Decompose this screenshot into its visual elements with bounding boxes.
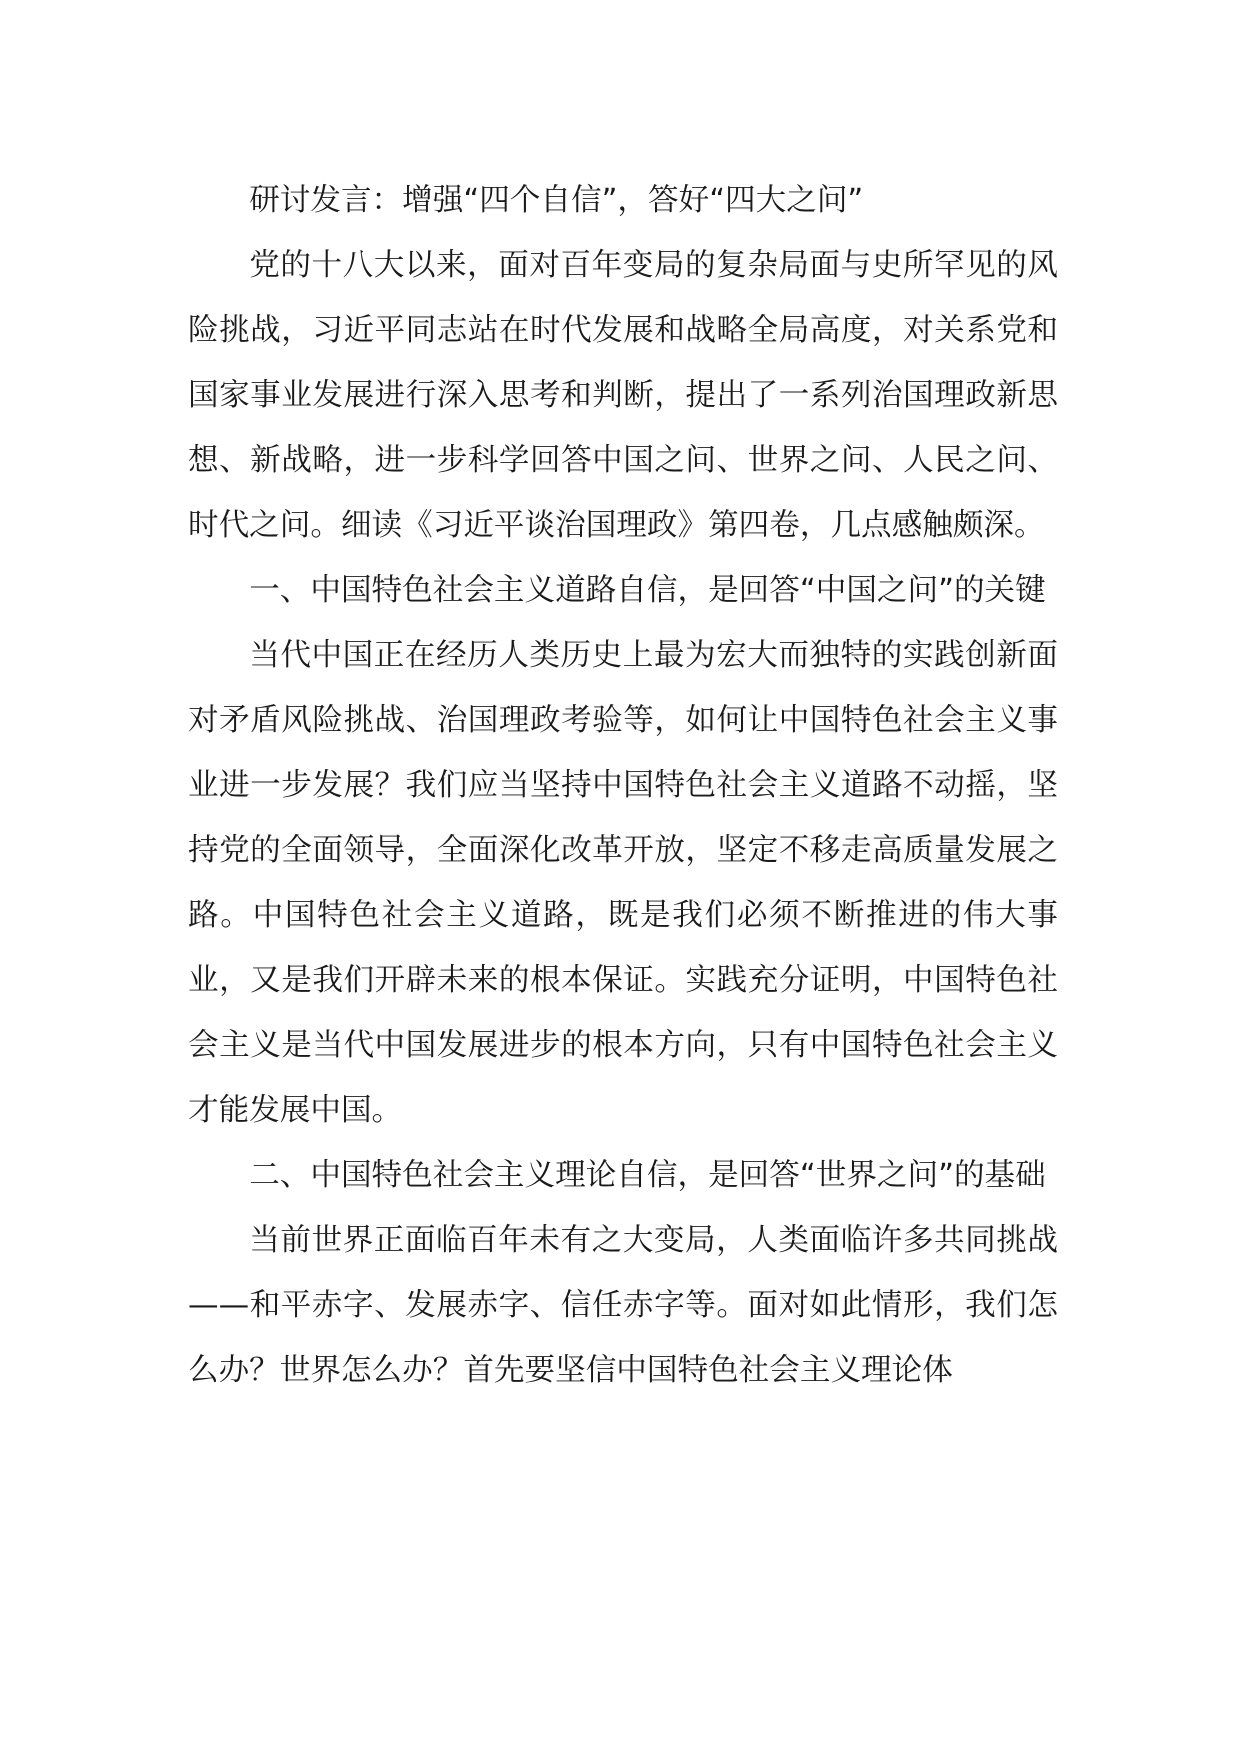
- section-1-heading: 一、中国特色社会主义道路自信，是回答“中国之问”的关键: [249, 573, 1046, 608]
- document-body: [188, 168, 1058, 1403]
- intro-paragraph: 党的十八大以来，面对百年变局的复杂局面与史所罕见的风险挑战，习近平同志站在时代发展和战略全局高度，对关系党和国家事业发展进行深入思考和判断，提出了一系列治国理政新思想、新战略，进一步科学回答中国之问、世界之问、人民之问、时代之问。细读《习近平谈治国理政》第四卷，几点感触颇深。: [188, 248, 1058, 543]
- section-2-paragraph: 当前世界正面临百年未有之大变局，人类面临许多共同挑战——和平赤字、发展赤字、信任赤字等。面对如此情形，我们怎么办？世界怎么办？首先要坚信中国特色社会主义理论体: [188, 1223, 1058, 1388]
- section-1-paragraph: 当代中国正在经历人类历史上最为宏大而独特的实践创新面对矛盾风险挑战、治国理政考验等，如何让中国特色社会主义事业进一步发展？我们应当坚持中国特色社会主义道路不动摇，坚持党的全面领导，全面深化改革开放，坚定不移走高质量发展之路。中国特色社会主义道路，既是我们必须不断推进的伟大事业，又是我们开辟未来的根本保证。实践充分证明，中国特色社会主义是当代中国发展进步的根本方向，只有中国特色社会主义才能发展中国。: [188, 638, 1058, 1128]
- section-2-heading: 二、中国特色社会主义理论自信，是回答“世界之问”的基础: [249, 1158, 1046, 1193]
- document-title: 研讨发言：增强“四个自信”，答好“四大之问”: [249, 183, 864, 218]
